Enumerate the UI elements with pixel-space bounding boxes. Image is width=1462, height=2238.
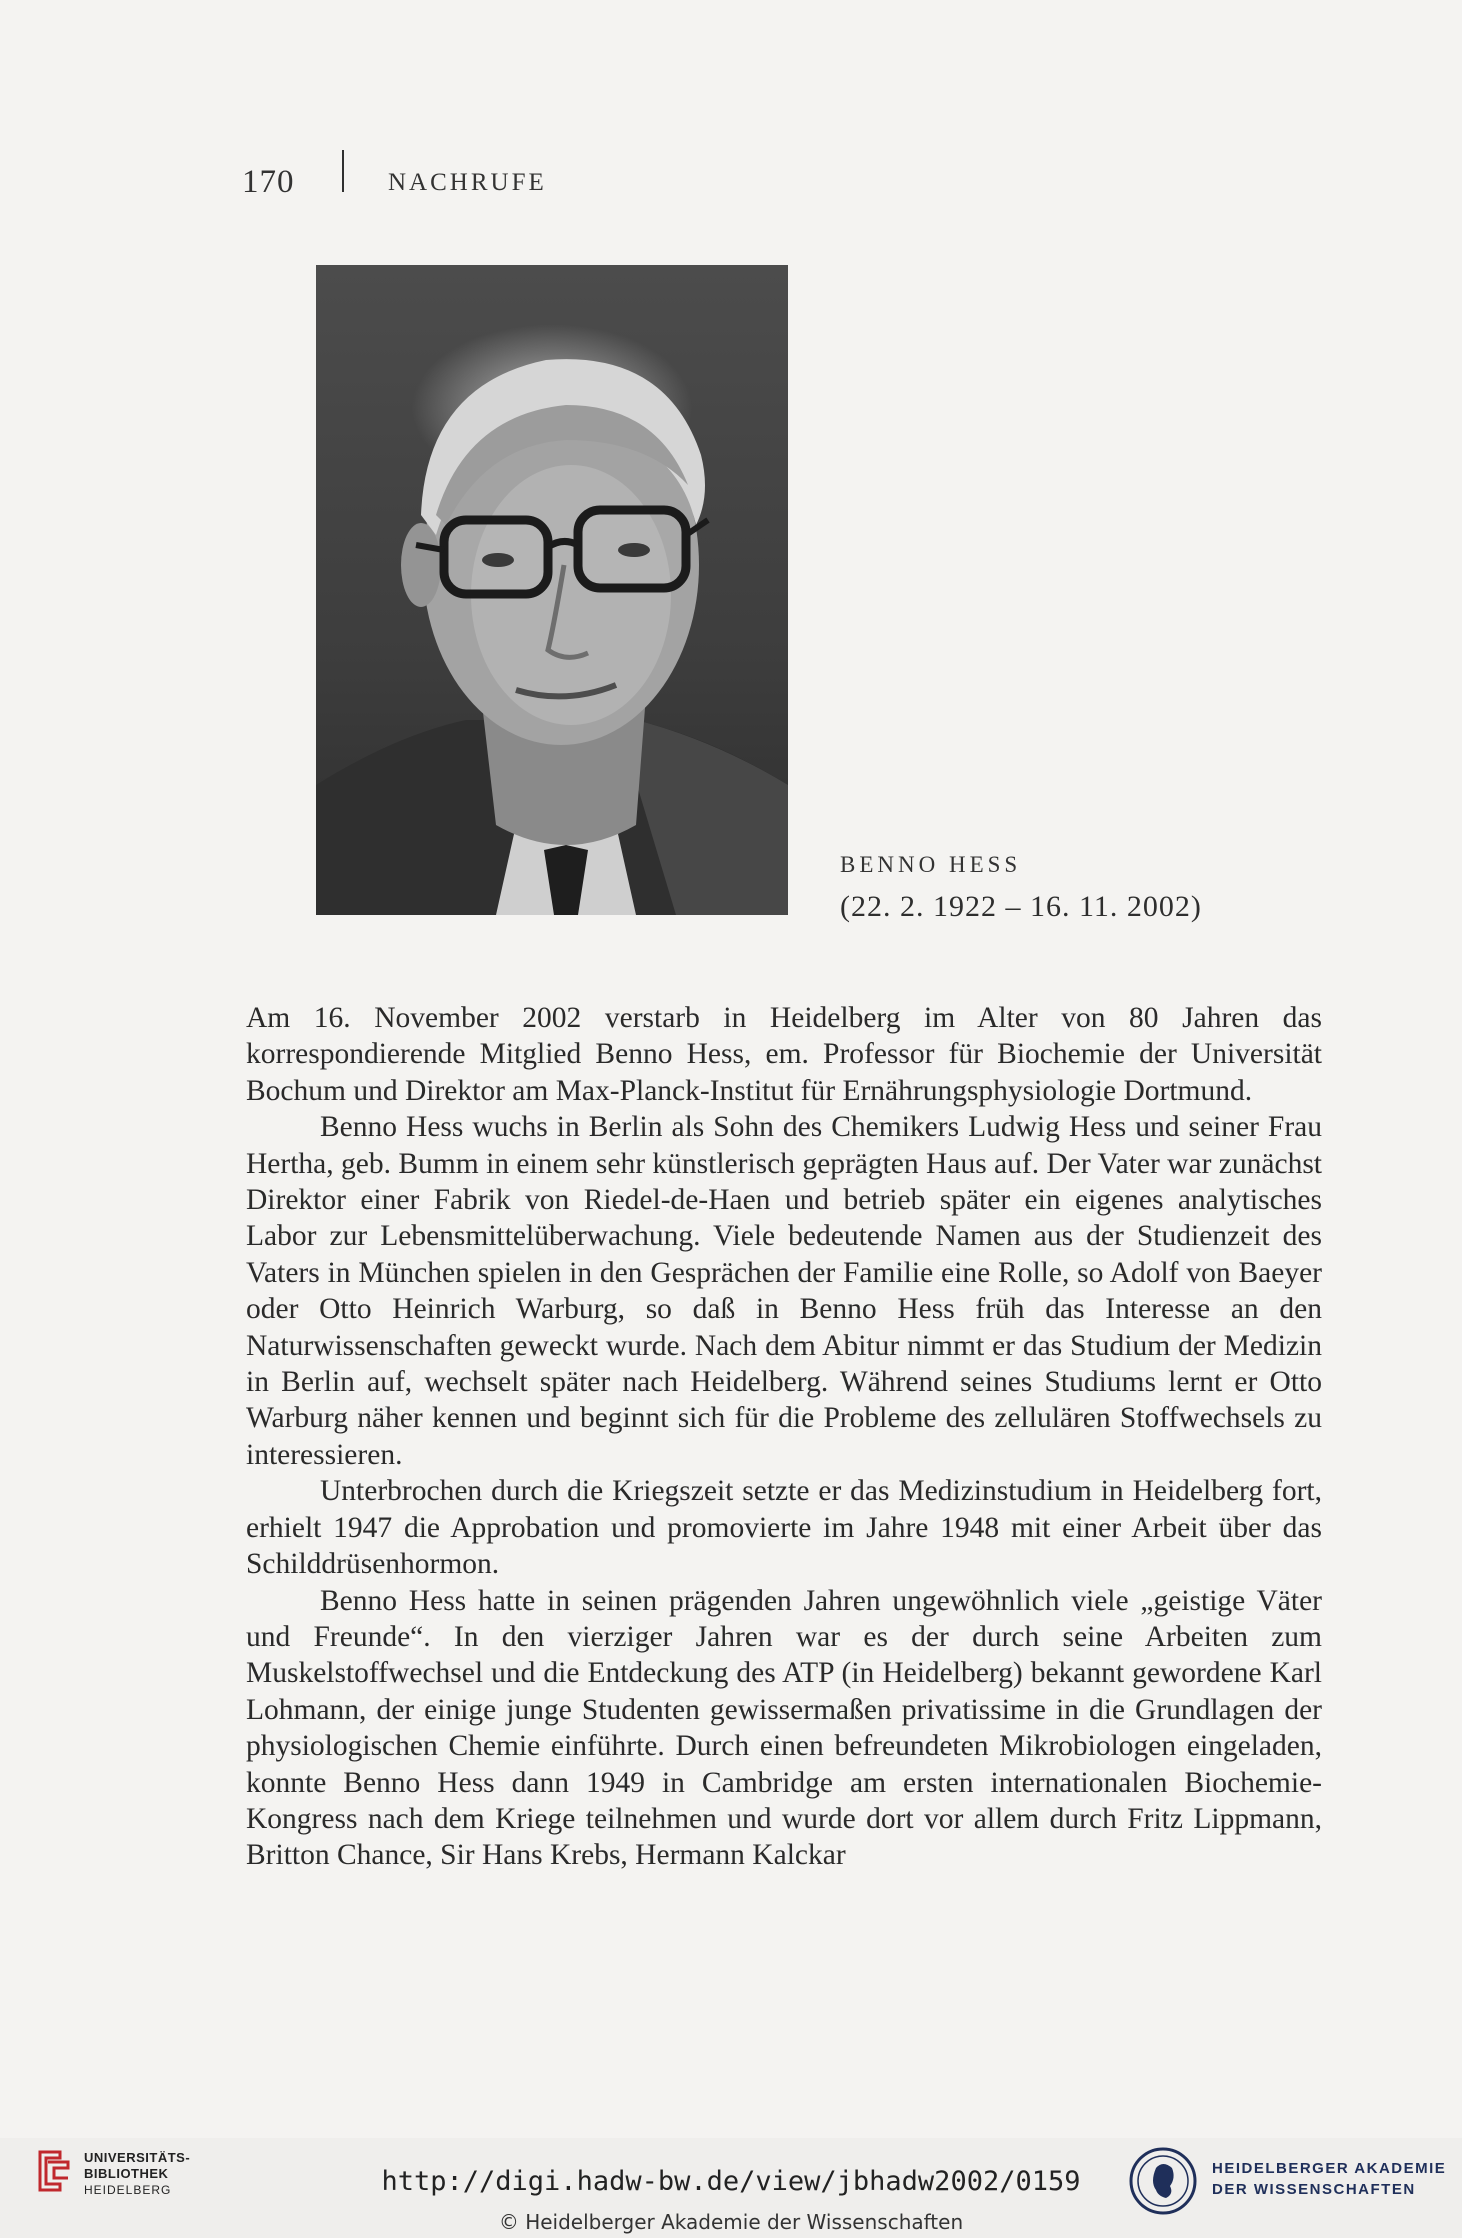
page-header [0,150,1462,200]
academy-line-2: DER WISSENSCHAFTEN [1212,2181,1416,2198]
paragraph: Benno Hess hatte in seinen prägenden Jahren ungewöhnlich viele „geistige Väter und Freunde“. In den vierziger Jahren war es der durch seine Arbeiten zum Muskelstoffwechsel und die Entdeckung des ATP (in Heidelberg) bekannt gewordene Karl Lohmann, der einige junge Studenten gewissermaßen privatissime in die Grundlagen der physiologischen Chemie einführte. Durch einen befreundeten Mikrobiologen eingeladen, konnte Benno Hess dann 1949 in Cambridge am ersten internationalen Biochemie-Kongress nach dem Kriege teilnehmen und wurde dort vor allem durch Fritz Lippmann, Britton Chance, Sir Hans Krebs, Hermann Kalckar [246,1584,1322,1872]
library-line-2: BIBLIOTHEK [84,2166,169,2181]
portrait-caption [840,852,1202,924]
academy-seal-icon [1128,2146,1198,2216]
running-head: NACHRUFE [388,169,547,196]
source-url-link[interactable]: http://digi.hadw-bw.de/view/jbhadw2002/0159 [381,2166,1081,2197]
copyright-notice: © Heidelberger Akademie der Wissenschaften [498,2210,964,2234]
paragraph: Benno Hess wuchs in Berlin als Sohn des Chemikers Ludwig Hess und seiner Frau Hertha, geb. Bumm in einem sehr künstlerisch geprägten Haus auf. Der Vater war zunächst Direktor einer Fabrik von Riedel-de-Haen und betrieb später ein eigenes analytisches Labor zur Lebensmittelüberwachung. Viele bedeutende Namen aus der Studienzeit des Vaters in München spielen in den Gesprächen der Familie eine Rolle, so Adolf von Baeyer oder Otto Heinrich Warburg, so daß in Benno Hess früh das Interesse an den Naturwissenschaften geweckt wurde. Nach dem Abitur nimmt er das Studium der Medizin in Berlin auf, wechselt später nach Heidelberg. Während seines Studiums lernt er Otto Warburg näher kennen und beginnt sich für die Probleme des zellulären Stoffwechsels zu interessieren. [246,1111,1322,1471]
portrait-photo [316,265,788,915]
page-footer [0,2138,1462,2238]
academy-line-1: HEIDELBERGER AKADEMIE [1212,2160,1447,2177]
caption-name: BENNO HESS [840,852,1022,877]
obituary-text [246,1000,1322,1874]
header-divider [342,150,344,192]
portrait-illustration [316,265,788,915]
paragraph: Unterbrochen durch die Kriegszeit setzte er das Medizinstudium in Heidelberg fort, erhielt 1947 die Approbation und promovierte im Jahre 1948 mit einer Arbeit über das Schilddrüsenhormon. [246,1475,1322,1581]
academy-name [1212,2158,1446,2200]
caption-dates: (22. 2. 1922 – 16. 11. 2002) [840,890,1202,923]
paragraph: Am 16. November 2002 verstarb in Heidelberg im Alter von 80 Jahren das korrespondierende Mitglied Benno Hess, em. Professor für Biochemie der Universität Bochum und Direktor am Max-Planck-Institut für Ernährungsphysiologie Dortmund. [246,1002,1322,1107]
library-line-3: HEIDELBERG [84,2183,172,2197]
page-number: 170 [242,164,295,200]
library-line-1: UNIVERSITÄTS- [84,2150,191,2165]
